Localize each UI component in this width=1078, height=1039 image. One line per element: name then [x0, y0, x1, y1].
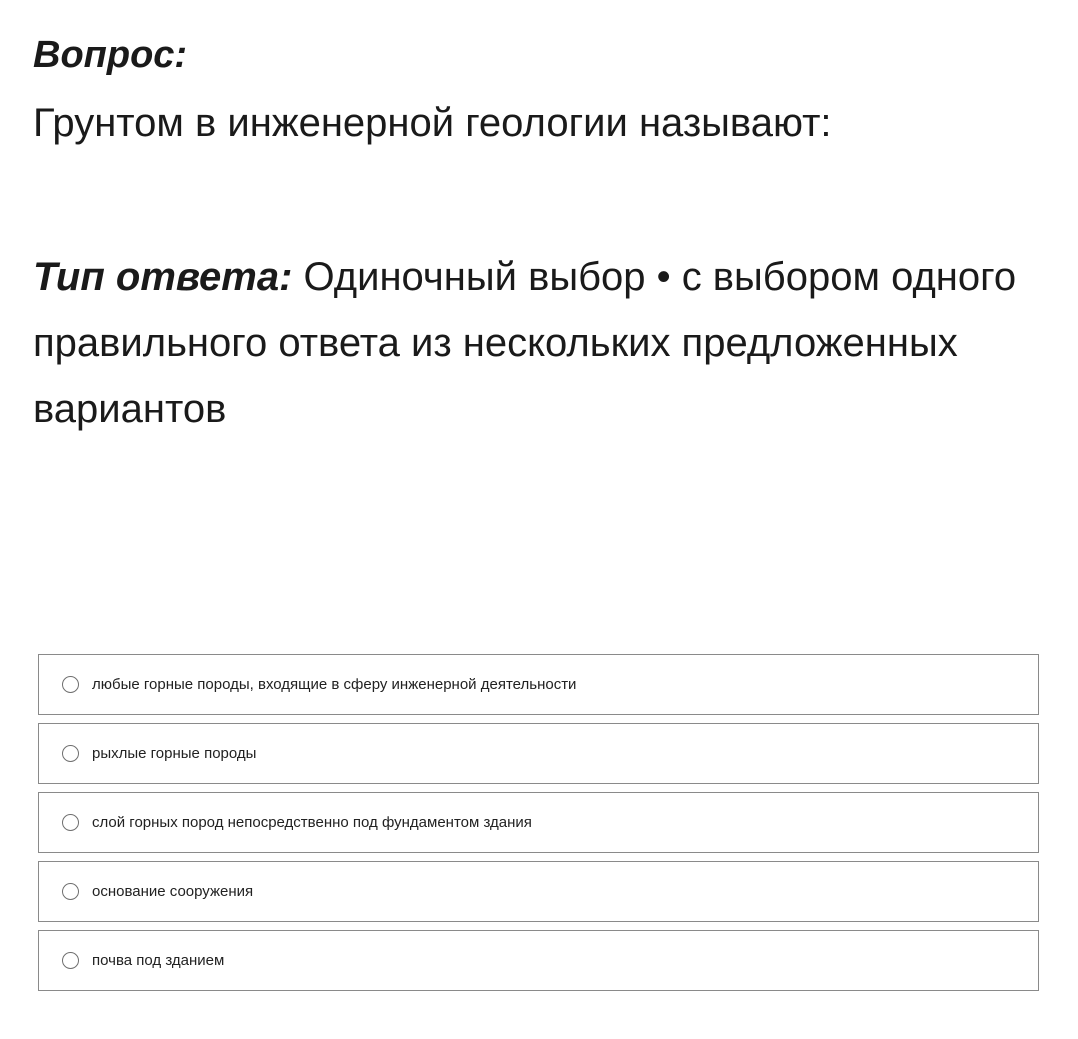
answer-options: [38, 654, 1039, 999]
question-heading: Вопрос:: [33, 34, 188, 76]
radio-button[interactable]: [62, 814, 79, 831]
answer-option[interactable]: [38, 861, 1039, 922]
answer-option-label: слой горных пород непосредственно под фундаментом здания: [92, 814, 532, 831]
radio-button[interactable]: [62, 745, 79, 762]
radio-button[interactable]: [62, 883, 79, 900]
answer-type-value: Одиночный выбор • с выбором одного правильного ответа из нескольких предложенных вариантов: [33, 255, 1017, 431]
radio-button[interactable]: [62, 952, 79, 969]
answer-option[interactable]: [38, 654, 1039, 715]
answer-option-label: рыхлые горные породы: [92, 745, 257, 762]
answer-option-label: основание сооружения: [92, 883, 254, 900]
answer-option-label: почва под зданием: [92, 952, 225, 969]
answer-option[interactable]: [38, 723, 1039, 784]
radio-button[interactable]: [62, 676, 79, 693]
answer-type-label: Тип ответа:: [33, 255, 293, 299]
question-text: Грунтом в инженерной геологии называют:: [33, 101, 832, 145]
question-block: [33, 28, 1043, 152]
answer-type: [33, 244, 1033, 442]
answer-option[interactable]: [38, 792, 1039, 853]
answer-option[interactable]: [38, 930, 1039, 991]
answer-option-label: любые горные породы, входящие в сферу инженерной деятельности: [92, 676, 577, 693]
